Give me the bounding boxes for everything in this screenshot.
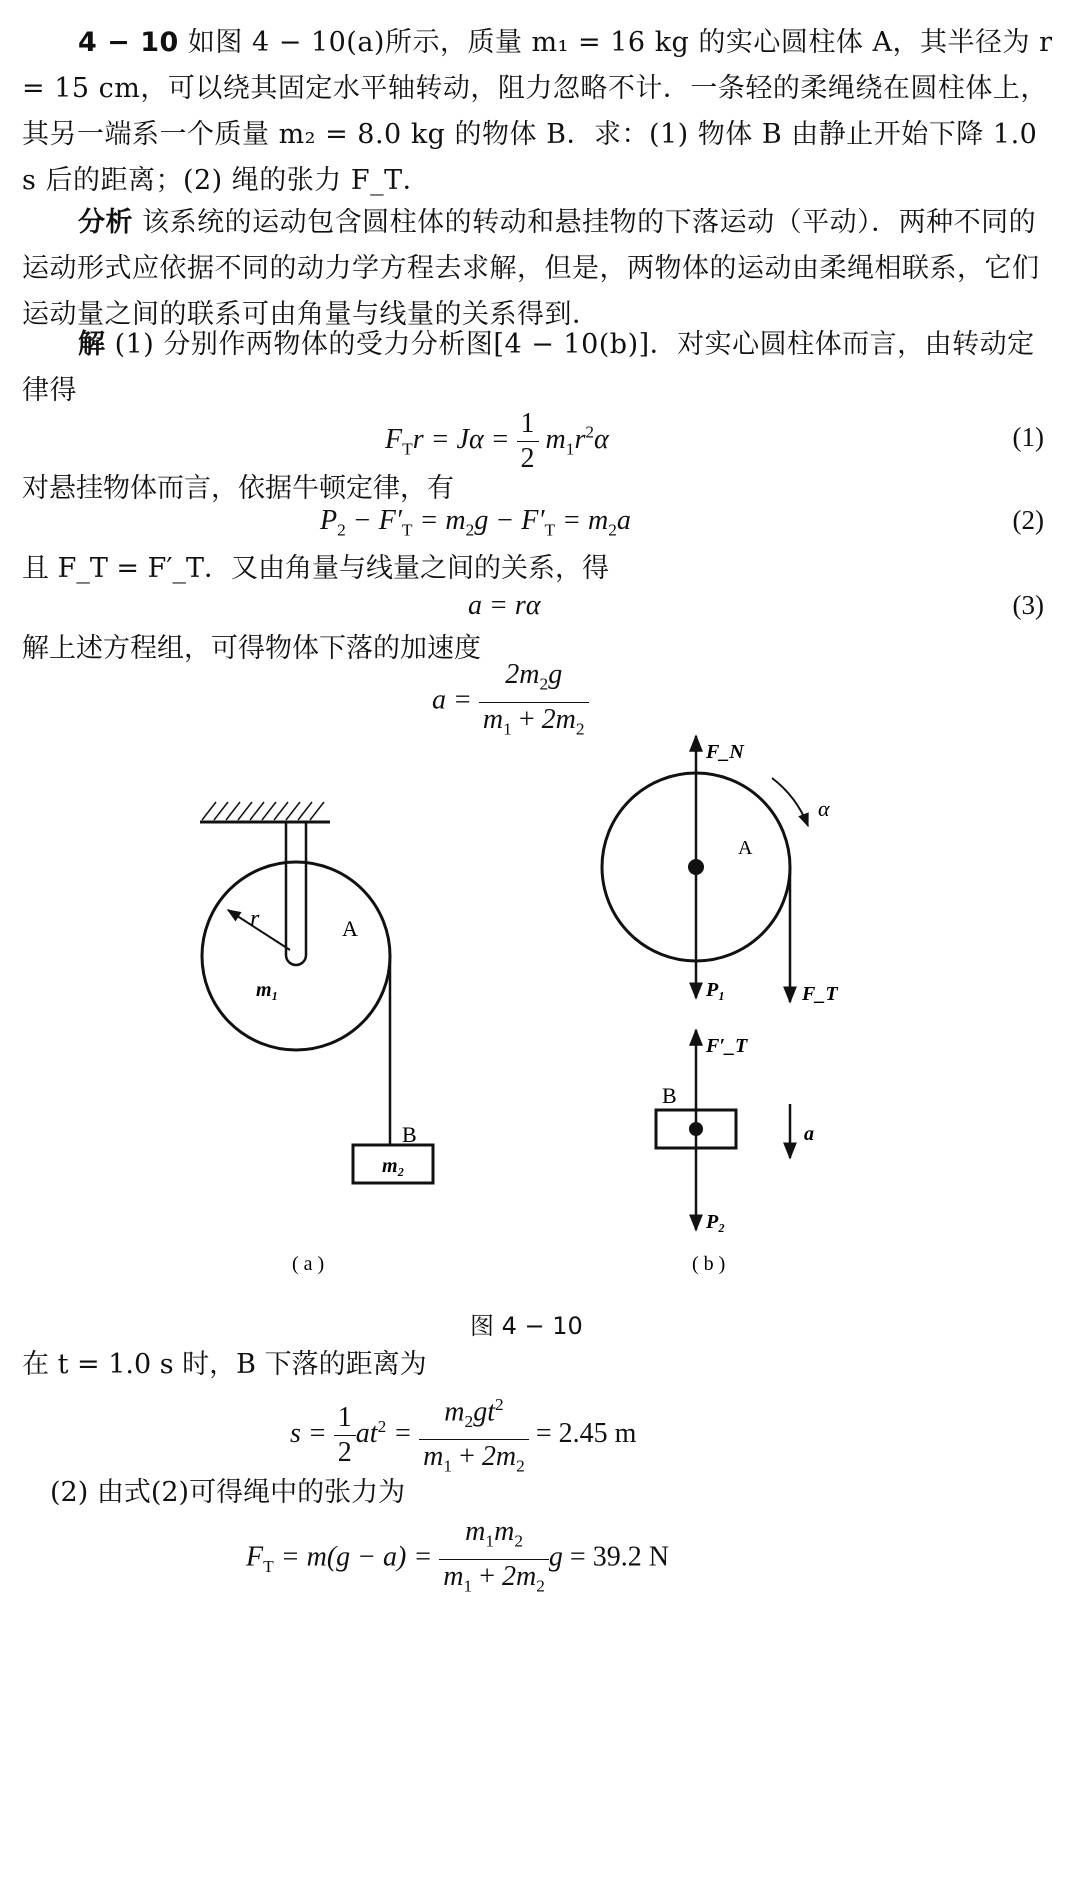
label-P1: P₁ (706, 979, 726, 1001)
label-r: r (250, 906, 260, 932)
tension-formula: $F_T = m(g - a)$ = $\frac{m_1m_2}{m_1 + 2m_2}$ g = 39.2 N (246, 1516, 669, 1596)
label-P2: P₂ (706, 1211, 726, 1233)
analysis-paragraph (22, 200, 1058, 338)
tension-result: = 39.2 N (569, 1541, 669, 1573)
solution-label: 解 (78, 329, 106, 360)
equation-3-number: (3) (1012, 590, 1044, 620)
ceiling-hatch (200, 802, 330, 822)
label-alpha: α (818, 796, 830, 821)
problem-number: 4 − 10 (78, 27, 179, 58)
analysis-label: 分析 (78, 207, 133, 238)
solution-text-1: (1) 分别作两物体的受力分析图[4 − 10(b)]．对实心圆柱体而言，由转动定律得 (22, 329, 1035, 406)
label-m2: m₂ (382, 1155, 405, 1177)
figure-4-10 (0, 730, 1080, 1300)
label-B-a: B (402, 1122, 417, 1147)
label-FT-prime: F′_T (706, 1035, 748, 1057)
subcaption-b: ( b ) (692, 1253, 726, 1275)
solution-text-4: 解上述方程组，可得物体下落的加速度 (22, 633, 481, 664)
label-FT: F_T (802, 983, 838, 1005)
distance-result: = 2.45 m (535, 1418, 637, 1450)
acceleration-formula: a = $\frac{2m_2g}{m_1 + 2m_2}$ (432, 658, 589, 746)
problem-paragraph (22, 20, 1058, 204)
solution-text-3: 且 F_T = F′_T．又由角量与线量之间的关系，得 (22, 553, 609, 584)
equation-1-number: (1) (1012, 422, 1044, 452)
subcaption-a: ( a ) (292, 1253, 325, 1275)
analysis-text: 该系统的运动包含圆柱体的转动和悬挂物的下落运动（平动）．两种不同的运动形式应依据不同的动力学方程去求解，但是，两物体的运动由柔绳相联系，它们运动量之间的联系可由角量与线量的关系得到． (22, 207, 1040, 330)
solution-text-2: 对悬挂物体而言，依据牛顿定律，有 (22, 473, 454, 504)
equation-1: $F_Tr = J\alpha$ = $\frac{1}{2}$ $m_1r^2\alpha$ (385, 408, 609, 474)
label-A-a: A (342, 916, 358, 941)
problem-text: 如图 4 − 10(a)所示，质量 m₁ = 16 kg 的实心圆柱体 A，其半径为 r = 15 cm，可以绕其固定水平轴转动，阻力忽略不计．一条轻的柔绳绕在圆柱体上，其另一端系一个质量 m₂ = 8.0 kg 的物体 B．求：(1) 物体 B 由静止开始下降 1.0 s 后的距离；(2) 绳的张力 F_T． (22, 27, 1053, 196)
label-A-b: A (738, 837, 753, 859)
label-B-b: B (662, 1083, 677, 1108)
equation-3: a = rα (468, 590, 541, 621)
equation-2: $P_2 - F'_T = m_2g - F'_T = m_2a$ (320, 505, 631, 540)
equation-2-number: (2) (1012, 505, 1044, 535)
support-bar (286, 822, 306, 965)
label-a: a (804, 1123, 814, 1145)
distance-formula: s = $\frac{1}{2}$ $at^2$ = $\frac{m_2gt^2}{m_1 + 2m_2}$ = 2.45 m (290, 1388, 636, 1484)
cylinder-a (202, 862, 390, 1050)
label-m1: m₁ (256, 979, 279, 1001)
label-FN: F_N (706, 741, 744, 763)
solution-paragraph (22, 322, 1058, 414)
solution-text-6: (2) 由式(2)可得绳中的张力为 (50, 1477, 406, 1508)
figure-caption: 图 4 − 10 (470, 1312, 583, 1340)
solution-text-5: 在 t = 1.0 s 时，B 下落的距离为 (22, 1349, 427, 1380)
